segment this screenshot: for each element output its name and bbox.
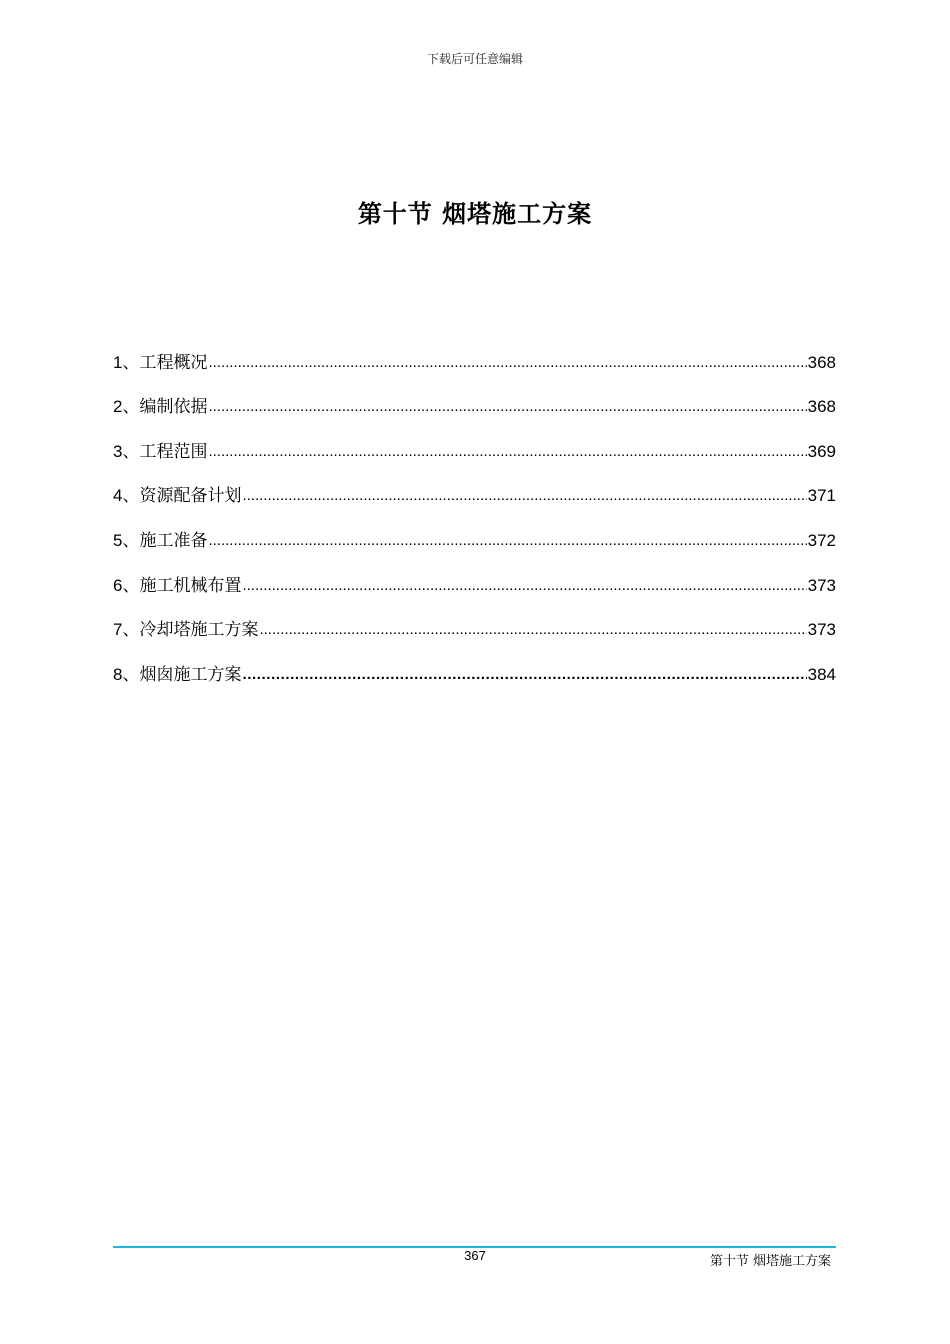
toc-entry-1[interactable] bbox=[113, 331, 836, 376]
toc-entry-4[interactable] bbox=[113, 465, 836, 510]
toc-entry-page: 368 bbox=[807, 397, 836, 417]
toc-dot-leader bbox=[242, 573, 806, 599]
toc-entry-page: 373 bbox=[807, 620, 836, 640]
toc-entry-label: 、编制依据 bbox=[122, 397, 208, 418]
toc-entry-6[interactable] bbox=[113, 554, 836, 599]
toc-entry-number: 7 bbox=[113, 620, 123, 640]
toc-dot-leader bbox=[242, 483, 806, 509]
toc-entry-label: 、烟囱施工方案 bbox=[122, 664, 242, 685]
toc-entry-number: 2 bbox=[113, 397, 123, 417]
toc-entry-page: 371 bbox=[807, 486, 836, 506]
toc-entry-label: 、工程范围 bbox=[122, 441, 208, 462]
toc-entry-label: 、施工机械布置 bbox=[122, 575, 242, 596]
toc-dot-leader bbox=[208, 394, 806, 420]
toc-entry-page: 368 bbox=[807, 352, 836, 372]
toc-entry-page: 372 bbox=[807, 530, 836, 550]
toc-dot-leader bbox=[242, 662, 806, 688]
toc-entry-label: 、施工准备 bbox=[122, 530, 208, 551]
toc-entry-number: 1 bbox=[113, 352, 123, 372]
toc-dot-leader bbox=[208, 350, 806, 376]
table-of-contents bbox=[113, 331, 836, 688]
toc-dot-leader bbox=[208, 439, 806, 465]
toc-entry-8[interactable] bbox=[113, 643, 836, 688]
toc-entry-number: 5 bbox=[113, 530, 123, 550]
page-title: 第十节 烟塔施工方案 bbox=[357, 200, 593, 228]
toc-entry-7[interactable] bbox=[113, 599, 836, 644]
toc-entry-label: 、工程概况 bbox=[122, 352, 208, 373]
toc-entry-label: 、资源配备计划 bbox=[122, 486, 242, 507]
toc-dot-leader bbox=[208, 528, 806, 554]
toc-entry-number: 6 bbox=[113, 575, 123, 595]
header-note: 下载后可任意编辑 bbox=[426, 52, 523, 66]
footer-page-number: 367 bbox=[464, 1248, 486, 1263]
toc-entry-label: 、冷却塔施工方案 bbox=[122, 620, 259, 641]
toc-entry-number: 4 bbox=[113, 486, 123, 506]
toc-entry-page: 369 bbox=[807, 441, 836, 461]
toc-entry-number: 8 bbox=[113, 664, 123, 684]
toc-entry-page: 373 bbox=[807, 575, 836, 595]
toc-entry-page: 384 bbox=[807, 664, 836, 684]
toc-entry-5[interactable] bbox=[113, 509, 836, 554]
toc-entry-2[interactable] bbox=[113, 376, 836, 421]
toc-entry-number: 3 bbox=[113, 441, 123, 461]
toc-entry-3[interactable] bbox=[113, 420, 836, 465]
toc-dot-leader bbox=[259, 617, 806, 643]
footer-section-title: 第十节 烟塔施工方案 bbox=[709, 1254, 831, 1269]
